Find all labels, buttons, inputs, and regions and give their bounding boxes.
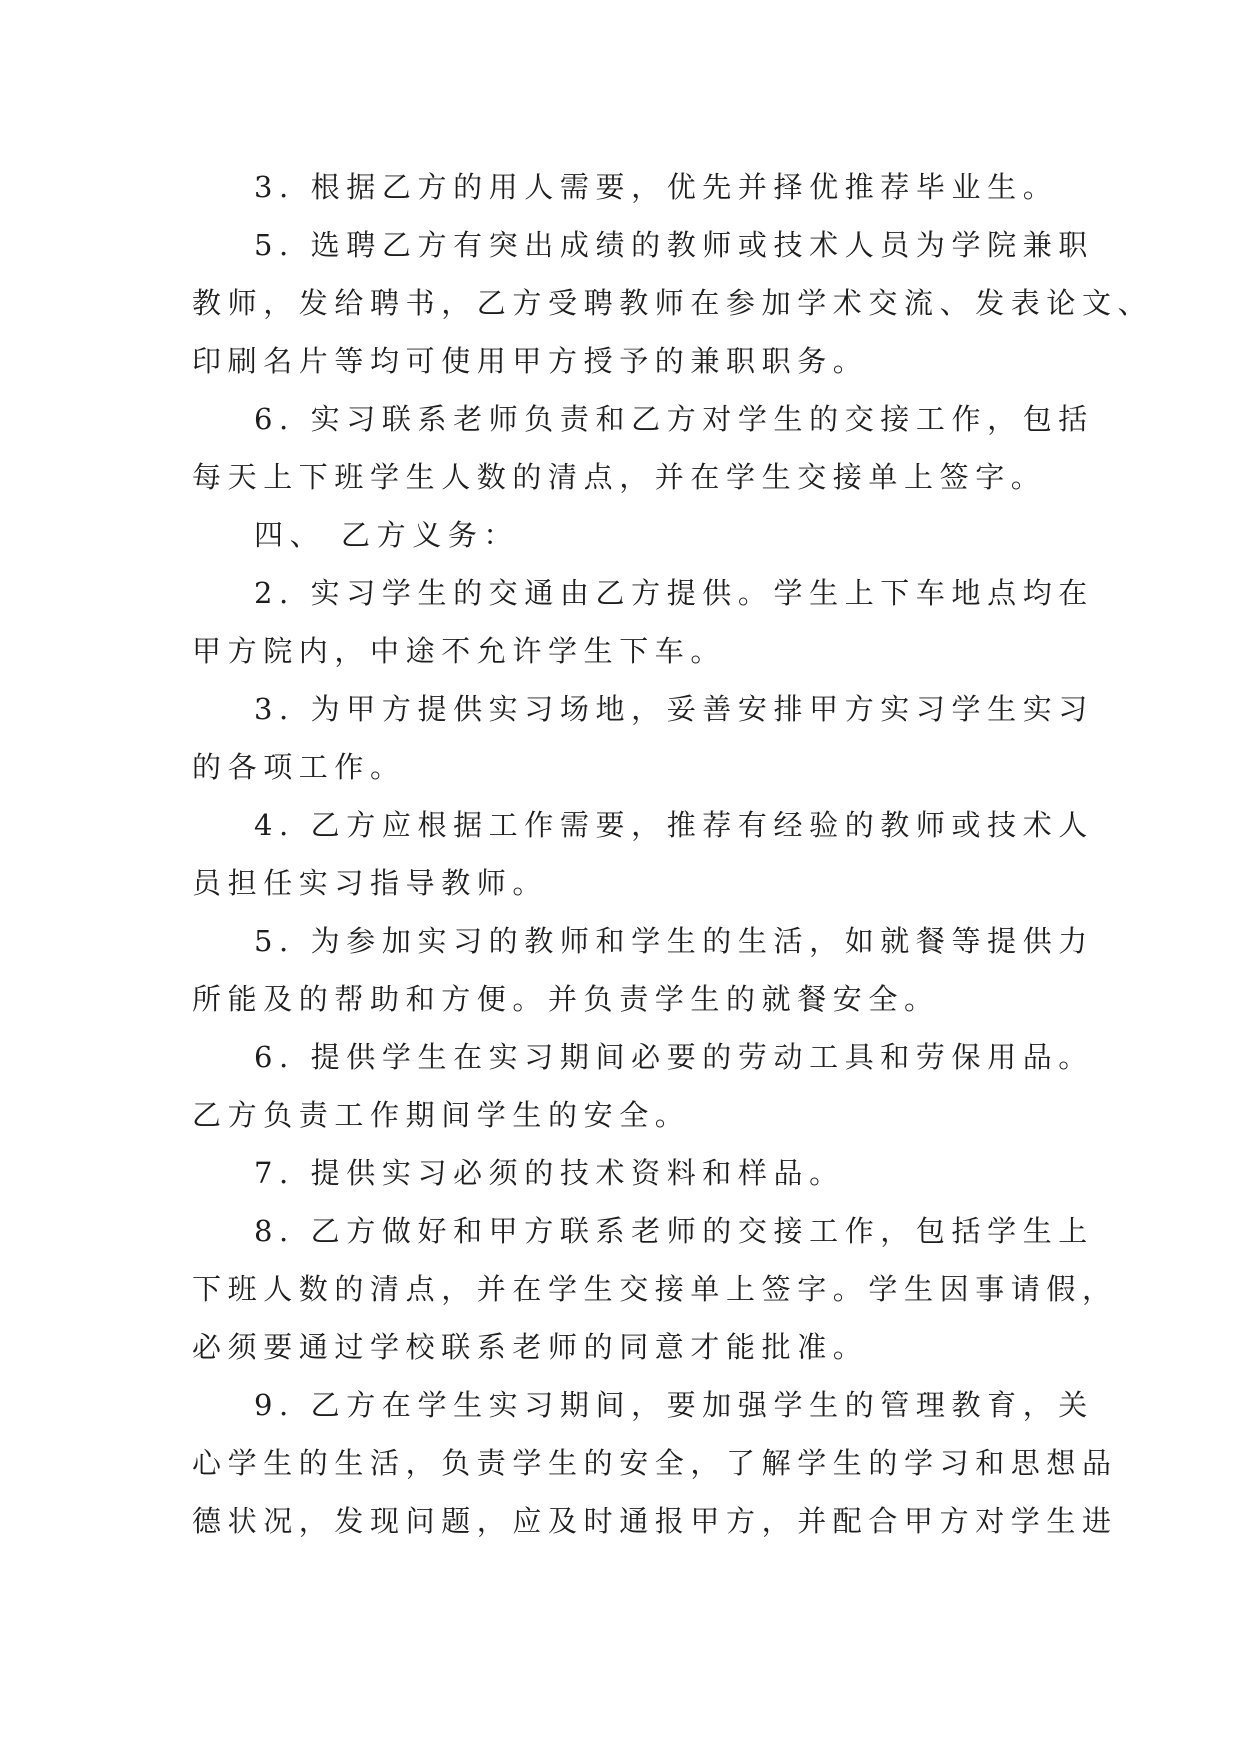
paragraph-line: 印刷名片等均可使用甲方授予的兼职职务。 [192,344,869,378]
paragraph-line: 4. 乙方应根据工作需要，推荐有经验的教师或技术人 [254,808,1094,842]
paragraph-line: 心学生的生活，负责学生的安全，了解学生的学习和思想品 [192,1446,1118,1480]
paragraph-line: 5. 选聘乙方有突出成绩的教师或技术人员为学院兼职 [254,228,1094,262]
paragraph-line: 5. 为参加实习的教师和学生的生活，如就餐等提供力 [254,924,1094,958]
paragraph-line: 3. 根据乙方的用人需要，优先并择优推荐毕业生。 [254,170,1059,204]
paragraph-line: 员担任实习指导教师。 [192,866,549,900]
paragraph-line: 6. 实习联系老师负责和乙方对学生的交接工作，包括 [254,402,1094,436]
paragraph-line: 所能及的帮助和方便。并负责学生的就餐安全。 [192,982,940,1016]
paragraph-line: 8. 乙方做好和甲方联系老师的交接工作，包括学生上 [254,1214,1094,1248]
paragraph-line: 9. 乙方在学生实习期间，要加强学生的管理教育，关 [254,1388,1094,1422]
paragraph-line: 6. 提供学生在实习期间必要的劳动工具和劳保用品。 [254,1040,1094,1074]
paragraph-line: 必须要通过学校联系老师的同意才能批准。 [192,1330,869,1364]
paragraph-line: 德状况，发现问题，应及时通报甲方，并配合甲方对学生进 [192,1504,1118,1538]
paragraph-line: 3. 为甲方提供实习场地，妥善安排甲方实习学生实习 [254,692,1094,726]
paragraph-line: 教师，发给聘书，乙方受聘教师在参加学术交流、发表论文、 [192,286,1154,320]
paragraph-line: 下班人数的清点，并在学生交接单上签字。学生因事请假， [192,1272,1118,1306]
paragraph-line: 的各项工作。 [192,750,406,784]
paragraph-line: 甲方院内，中途不允许学生下车。 [192,634,727,668]
paragraph-line: 7. 提供实习必须的技术资料和样品。 [254,1156,845,1190]
paragraph-line: 2. 实习学生的交通由乙方提供。学生上下车地点均在 [254,576,1094,610]
paragraph-line: 每天上下班学生人数的清点，并在学生交接单上签字。 [192,460,1047,494]
paragraph-line: 乙方负责工作期间学生的安全。 [192,1098,691,1132]
section-heading: 四、 乙方义务： [254,518,520,552]
